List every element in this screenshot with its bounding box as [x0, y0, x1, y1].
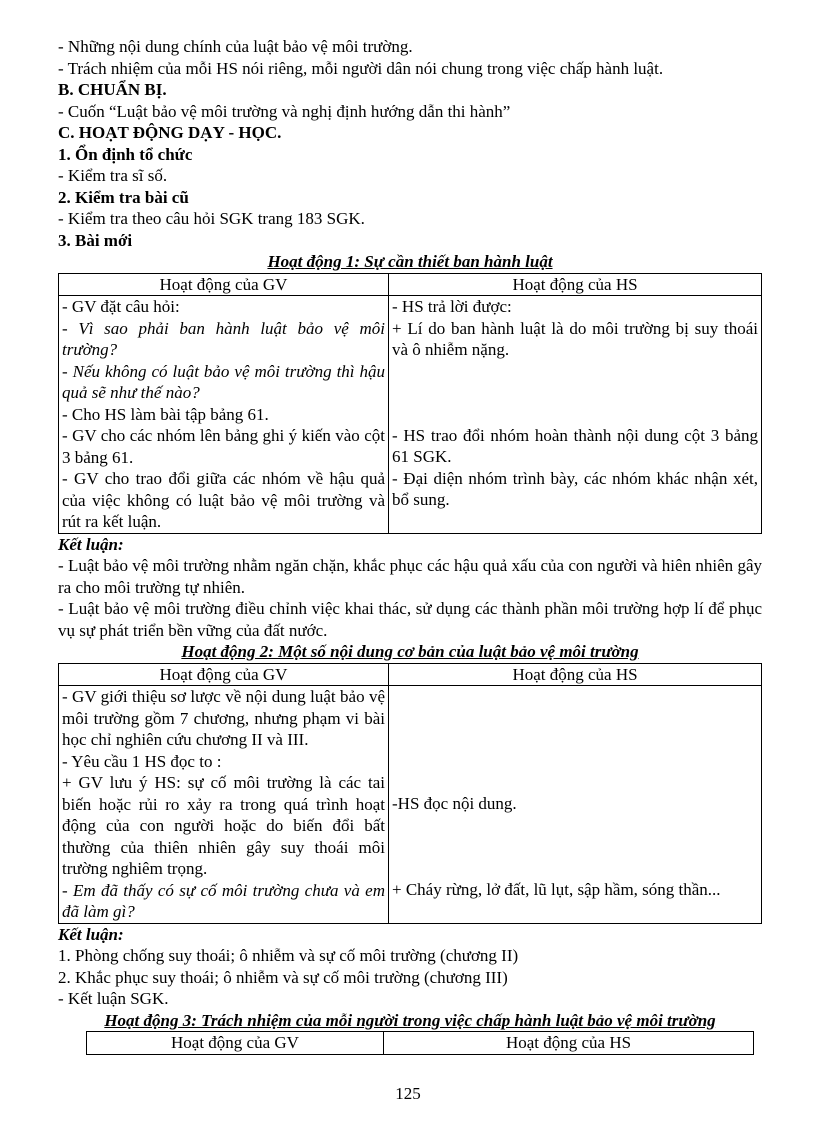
- activity-1-table: [58, 273, 762, 534]
- cell-text: -HS đọc nội dung.: [392, 794, 517, 813]
- section-c-heading: C. HOẠT ĐỘNG DẠY - HỌC.: [58, 123, 282, 142]
- conclusion-text: 1. Phòng chống suy thoái; ô nhiễm và sự cố môi trường (chương II): [58, 946, 519, 965]
- table-header-row: [59, 273, 762, 296]
- step-3-heading: 3. Bài mới: [58, 230, 133, 250]
- spacer: [392, 361, 758, 425]
- intro-line: - Trách nhiệm của mỗi HS nói riêng, mỗi người dân nói chung trong việc chấp hành luật.: [58, 58, 664, 78]
- header-hs: Hoạt động của HS: [384, 1032, 754, 1055]
- conclusion-label: Kết luận:: [58, 534, 124, 554]
- cell-text: + Cháy rừng, lở đất, lũ lụt, sập hầm, sóng thần...: [392, 879, 721, 899]
- activity-1-title: Hoạt động 1: Sự cần thiết ban hành luật: [267, 252, 553, 271]
- page-number: 125: [395, 1084, 421, 1103]
- step-2-heading: 2. Kiểm tra bài cũ: [58, 187, 189, 207]
- cell-text: - Vì sao phải ban hành luật bảo vệ môi trường?: [62, 318, 385, 359]
- table-header-row: [87, 1032, 754, 1055]
- cell-text: - HS trả lời được:: [392, 297, 512, 316]
- cell-text: - Yêu cầu 1 HS đọc to :: [62, 751, 222, 771]
- conclusion-text: - Kết luận SGK.: [58, 989, 169, 1008]
- document-page: [58, 36, 762, 1055]
- activity-3-title: Hoạt động 3: Trách nhiệm của mỗi người trong việc chấp hành luật bảo vệ môi trường: [104, 1010, 716, 1030]
- cell-text: - Đại diện nhóm trình bày, các nhóm khác nhận xét, bổ sung.: [392, 468, 758, 509]
- table-row: [59, 296, 762, 534]
- activity-2-table: [58, 663, 762, 924]
- cell-text: - GV cho trao đổi giữa các nhóm về hậu quả của việc không có luật bảo vệ môi trường và rút ra kết luận.: [62, 469, 385, 531]
- hs-cell: [389, 686, 762, 924]
- section-b-heading: B. CHUẨN BỊ.: [58, 80, 167, 99]
- conclusion-text: - Luật bảo vệ môi trường điều chỉnh việc khai thác, sử dụng các thành phần môi trường hợp lí để phục vụ sự phát triển bền vững của đất nước.: [58, 599, 762, 640]
- step-2-item: - Kiểm tra theo câu hỏi SGK trang 183 SGK.: [58, 209, 365, 228]
- table-header-row: [59, 663, 762, 686]
- gv-cell: [59, 296, 389, 534]
- spacer: [392, 686, 758, 793]
- header-gv: Hoạt động của GV: [59, 663, 389, 686]
- cell-text: - GV đặt câu hỏi:: [62, 297, 180, 316]
- step-1-item: - Kiểm tra sĩ số.: [58, 166, 168, 185]
- cell-text: - Nếu không có luật bảo vệ môi trường thì hậu quả sẽ như thế nào?: [62, 361, 385, 402]
- header-gv: Hoạt động của GV: [59, 273, 389, 296]
- step-1-heading: 1. Ổn định tổ chức: [58, 144, 193, 164]
- spacer: [392, 815, 758, 879]
- cell-text: - GV giới thiệu sơ lược về nội dung luật bảo vệ môi trường gồm 7 chương, nhưng phạm vi bài học chỉ nghiên cứu chương II và III.: [62, 687, 385, 749]
- header-gv: Hoạt động của GV: [87, 1032, 384, 1055]
- cell-text: - Cho HS làm bài tập bảng 61.: [62, 404, 269, 424]
- conclusion-text: 2. Khắc phục suy thoái; ô nhiễm và sự cố môi trường (chương III): [58, 967, 508, 987]
- cell-text: - Em đã thấy có sự cố môi trường chưa và em đã làm gì?: [62, 880, 385, 921]
- cell-text: - HS trao đổi nhóm hoàn thành nội dung cột 3 bảng 61 SGK.: [392, 425, 758, 466]
- section-b-item: - Cuốn “Luật bảo vệ môi trường và nghị định hướng dẫn thi hành”: [58, 101, 511, 121]
- cell-text: + Lí do ban hành luật là do môi trường bị suy thoái và ô nhiễm nặng.: [392, 318, 758, 359]
- gv-cell: [59, 686, 389, 924]
- table-row: [59, 686, 762, 924]
- cell-text: + GV lưu ý HS: sự cố môi trường là các tai biến hoặc rủi ro xảy ra trong quá trình hoạt động của con người hoặc do biến đổi bất thường của thiên nhiên gây suy thoái môi trường nghiêm trọng.: [62, 773, 385, 878]
- activity-2-title: Hoạt động 2: Một số nội dung cơ bản của luật bảo vệ môi trường: [181, 642, 639, 661]
- conclusion-label: Kết luận:: [58, 924, 124, 944]
- conclusion-text: - Luật bảo vệ môi trường nhằm ngăn chặn, khắc phục các hậu quả xấu của con người và hiên nhiên gây ra cho môi trường tự nhiên.: [58, 556, 762, 597]
- header-hs: Hoạt động của HS: [389, 663, 762, 686]
- activity-3-table: [86, 1031, 754, 1055]
- cell-text: - GV cho các nhóm lên bảng ghi ý kiến vào cột 3 bảng 61.: [62, 426, 385, 467]
- intro-line: - Những nội dung chính của luật bảo vệ môi trường.: [58, 37, 413, 56]
- hs-cell: [389, 296, 762, 534]
- header-hs: Hoạt động của HS: [389, 273, 762, 296]
